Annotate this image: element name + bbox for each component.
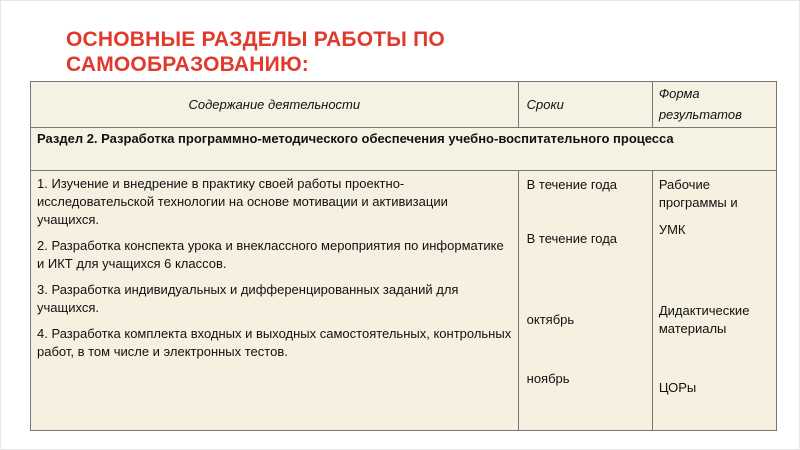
- forms-cell: [652, 171, 776, 431]
- section-title: Раздел 2. Разработка программно-методического обеспечения учебно-воспитательного процесса: [31, 128, 777, 171]
- page-title: [66, 27, 666, 77]
- term-item: В течение года: [526, 231, 618, 246]
- table-row: [31, 171, 777, 431]
- form-item: Дидактические материалы: [658, 303, 750, 336]
- form-item: ЦОРы: [658, 380, 697, 395]
- content-cell: [31, 171, 519, 431]
- work-sections-table: [30, 81, 777, 431]
- header-terms: Сроки: [518, 82, 652, 128]
- list-item: 3. Разработка индивидуальных и дифференцированных заданий для учащихся.: [37, 282, 459, 315]
- term-item: октябрь: [526, 312, 575, 327]
- header-content: Содержание деятельности: [31, 82, 519, 128]
- list-item: 2. Разработка конспекта урока и внеклассного мероприятия по информатике и ИКТ для учащихся 6 классов.: [37, 238, 504, 271]
- title-line-2: САМООБРАЗОВАНИЮ:: [66, 53, 309, 76]
- list-item: 1. Изучение и внедрение в практику своей работы проектно-исследовательской технологии на основе мотивации и активизации учащихся.: [37, 176, 448, 227]
- terms-cell: [518, 171, 652, 431]
- table-header-row: [31, 82, 777, 128]
- title-line-1: ОСНОВНЫЕ РАЗДЕЛЫ РАБОТЫ ПО: [66, 28, 445, 51]
- form-item: УМК: [658, 222, 686, 237]
- list-item: 4. Разработка комплекта входных и выходных самостоятельных, контрольных работ, в том числе и электронных тестов.: [37, 326, 512, 359]
- section-row: [31, 128, 777, 171]
- term-item: В течение года: [526, 177, 618, 192]
- header-form-line-1: Форма: [658, 86, 700, 101]
- term-item: ноябрь: [526, 371, 570, 386]
- header-form: [652, 82, 776, 128]
- form-item: Рабочие программы и: [658, 177, 738, 210]
- header-form-line-2: результатов: [658, 107, 742, 122]
